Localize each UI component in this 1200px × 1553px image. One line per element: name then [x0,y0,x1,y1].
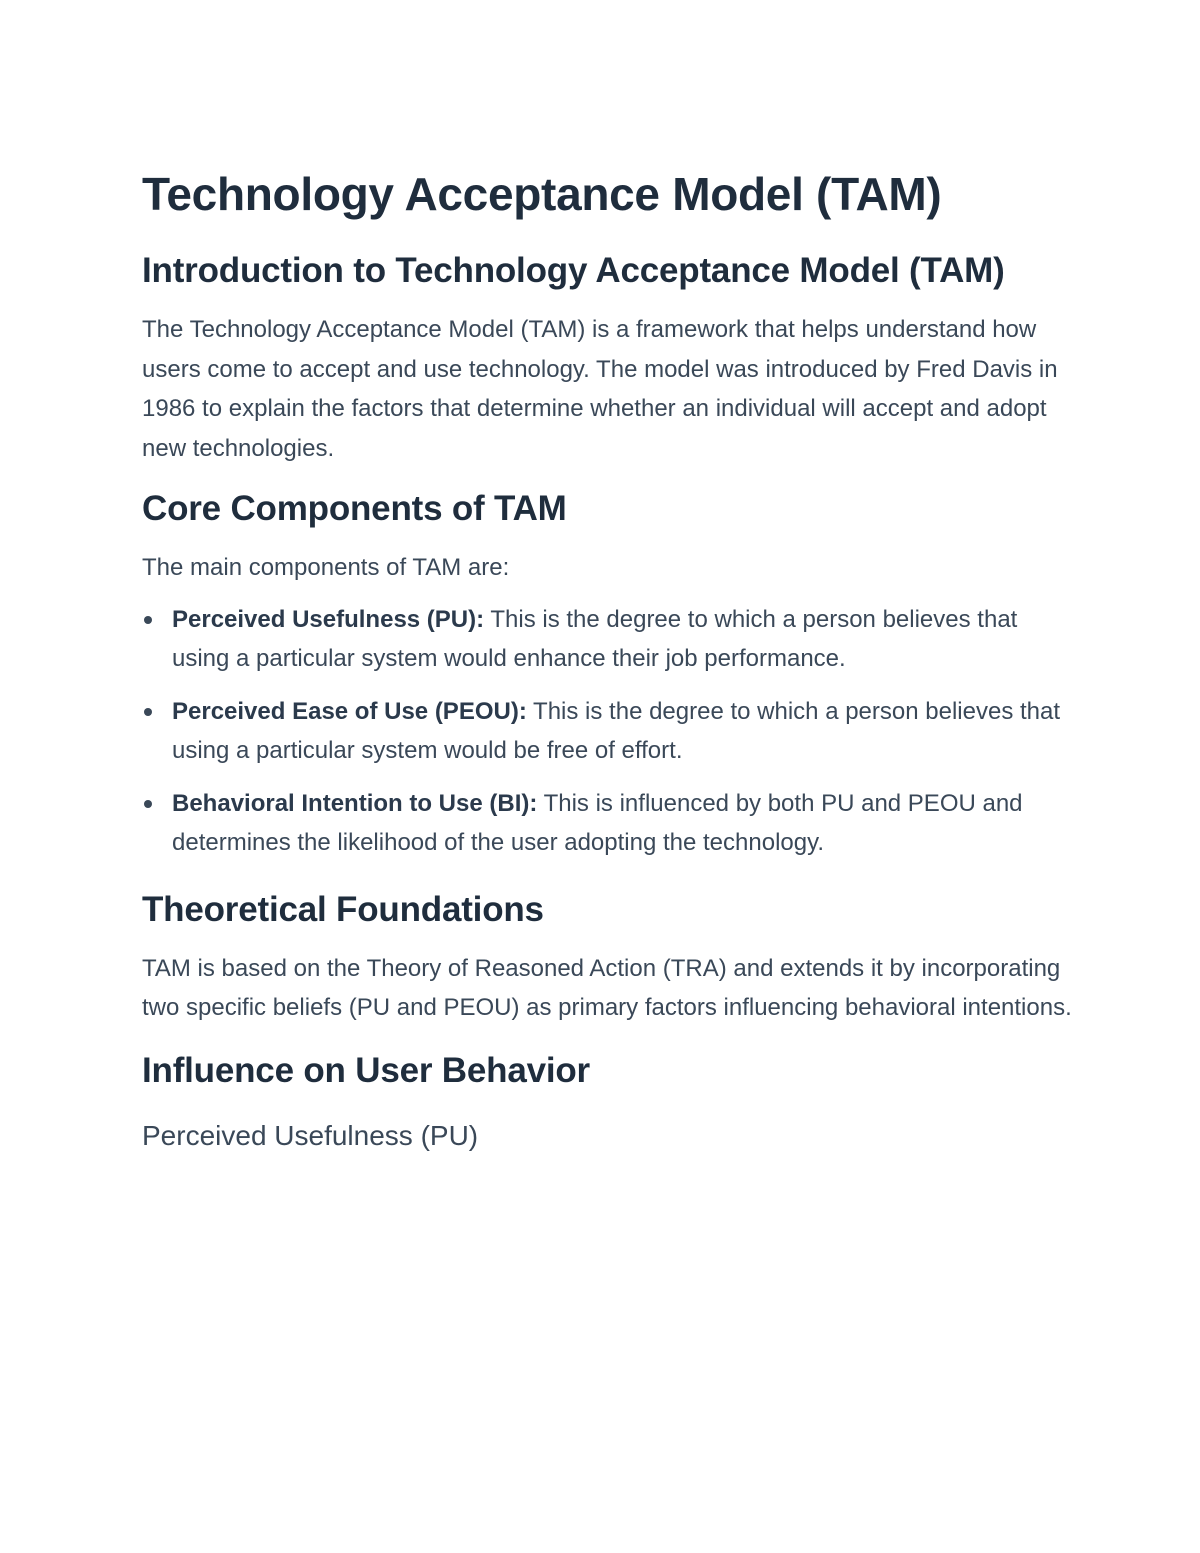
section-heading-core-components: Core Components of TAM [142,489,567,528]
bullet-icon [144,616,152,624]
bullet-icon [144,708,152,716]
theoretical-foundations-paragraph: TAM is based on the Theory of Reasoned Action (TRA) and extends it by incorporating two specific beliefs (PU and PEOU) as primary factors influencing behavioral intentions. [142,954,1072,1021]
list-item-behavioral-intention [142,784,1072,863]
subsection-heading-perceived-usefulness: Perceived Usefulness (PU) [142,1119,479,1151]
list-item-perceived-usefulness [142,600,1072,679]
list-item-text: This is the degree to which a person believes that using a particular system would be free of effort. [172,697,1061,764]
document-page [142,160,1072,1158]
core-components-list [142,600,1072,863]
bullet-icon [144,800,152,808]
document-title: Technology Acceptance Model (TAM) [142,168,942,220]
list-item-term: Behavioral Intention to Use (BI): [172,789,538,817]
list-item-term: Perceived Usefulness (PU): [172,605,485,633]
list-item-perceived-ease-of-use [142,692,1072,771]
core-components-lead: The main components of TAM are: [142,554,510,581]
list-item-term: Perceived Ease of Use (PEOU): [172,697,527,725]
section-heading-theoretical-foundations: Theoretical Foundations [142,889,544,929]
list-item-text: This is influenced by both PU and PEOU and determines the likelihood of the user adopting the technology. [172,789,1023,856]
introduction-paragraph: The Technology Acceptance Model (TAM) is a framework that helps understand how users come to accept and use technology. The model was introduced by Fred Davis in 1986 to explain the factors that determine whether an individual will accept and adopt new technologies. [142,316,1058,462]
section-heading-influence-on-user-behavior: Influence on User Behavior [142,1050,590,1090]
list-item-text: This is the degree to which a person believes that using a particular system would enhance their job performance. [172,605,1018,672]
section-heading-introduction: Introduction to Technology Acceptance Model (TAM) [142,251,1005,290]
